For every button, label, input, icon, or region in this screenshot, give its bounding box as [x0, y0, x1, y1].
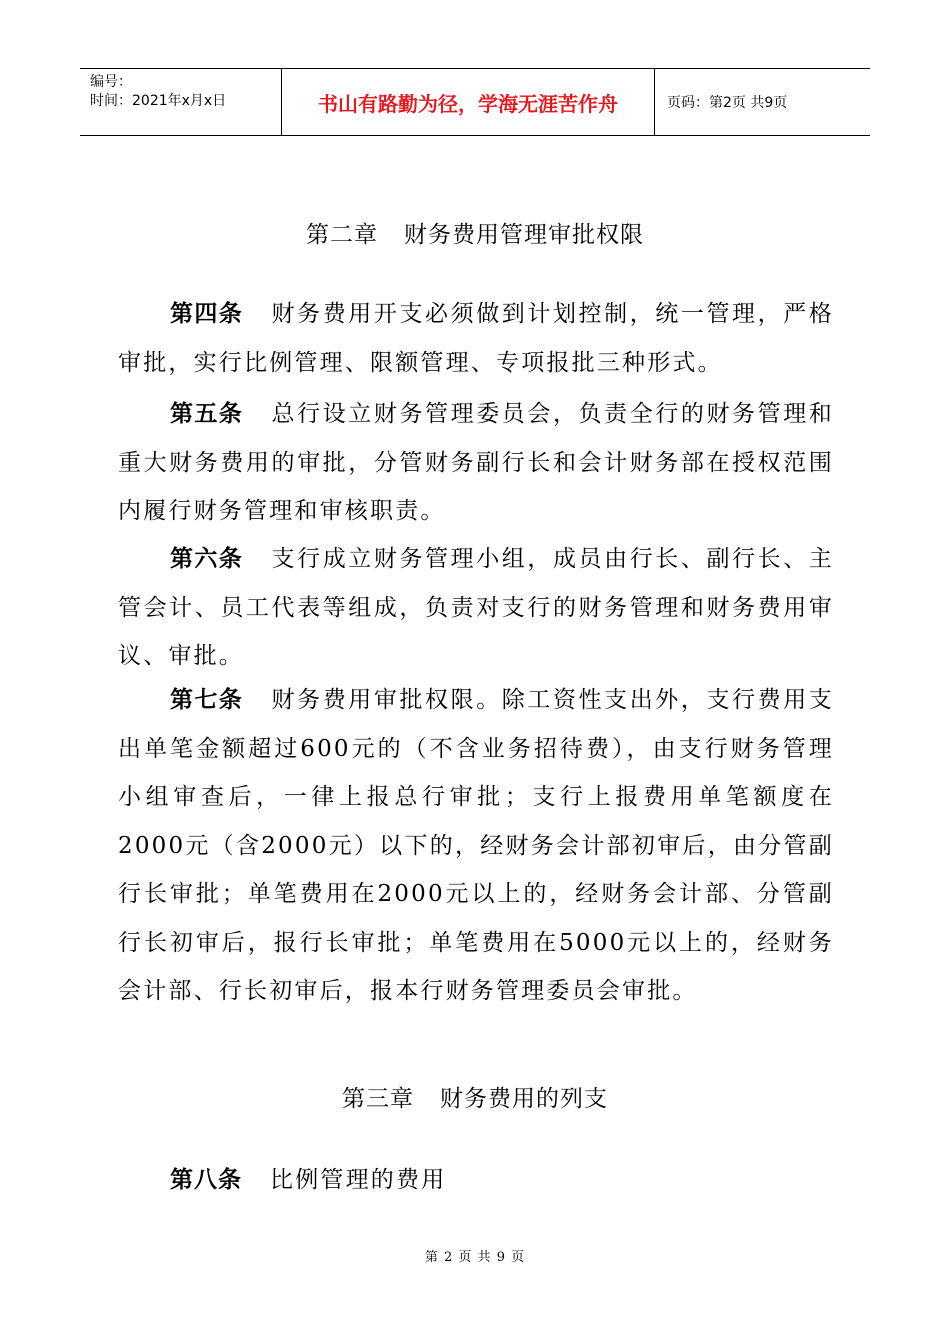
article-7-text: 财务费用审批权限。除工资性支出外，支行费用支出单笔金额超过600元的（不含业务招待费），由支行财务管理小组审查后，一律上报总行审批；支行上报费用单笔额度在2000元（含2000元）以下的，经财务会计部初审后，由分管副行长审批；单笔费用在2000元以上的，经财务会计部、分管副行长初审后，报行长审批；单笔费用在5000元以上的，经财务会计部、行长初审后，报本行财务管理委员会审批。 — [118, 687, 834, 1004]
article-5-text: 总行设立财务管理委员会，负责全行的财务管理和重大财务费用的审批，分管财务副行长和会计财务部在授权范围内履行财务管理和审核职责。 — [118, 401, 834, 524]
chapter-3-number: 第三章 — [342, 1086, 414, 1112]
article-4 — [118, 290, 834, 387]
article-8 — [118, 1156, 834, 1205]
article-8-label: 第八条 — [170, 1167, 242, 1193]
header-number-label: 编号： — [90, 74, 132, 90]
document-header — [80, 68, 870, 136]
article-6 — [118, 535, 834, 681]
article-5-label: 第五条 — [170, 401, 244, 427]
article-8-text: 比例管理的费用 — [270, 1167, 447, 1193]
header-time-label: 时间：2021年x月x日 — [90, 93, 227, 109]
article-4-text: 财务费用开支必须做到计划控制，统一管理，严格审批，实行比例管理、限额管理、专项报批三种形式。 — [118, 301, 834, 376]
article-4-label: 第四条 — [170, 301, 244, 327]
header-page-info: 页码：第2页 共9页 — [667, 95, 788, 111]
chapter-2-heading — [0, 216, 950, 249]
article-6-label: 第六条 — [170, 546, 244, 572]
chapter-3-heading — [0, 1080, 950, 1113]
header-meta-cell — [80, 69, 282, 135]
chapter-2-number: 第二章 — [306, 222, 378, 248]
article-7-label: 第七条 — [170, 687, 244, 713]
article-6-text: 支行成立财务管理小组，成员由行长、副行长、主管会计、员工代表等组成，负责对支行的财务管理和财务费用审议、审批。 — [118, 546, 834, 669]
chapter-2-title: 财务费用管理审批权限 — [404, 222, 644, 248]
article-7 — [118, 676, 834, 1016]
header-motto: 书山有路勤为径，学海无涯苦作舟 — [282, 69, 655, 135]
article-5 — [118, 390, 834, 536]
chapter-3-title: 财务费用的列支 — [440, 1086, 608, 1112]
page-footer: 第 2 页 共 9 页 — [424, 1250, 526, 1265]
